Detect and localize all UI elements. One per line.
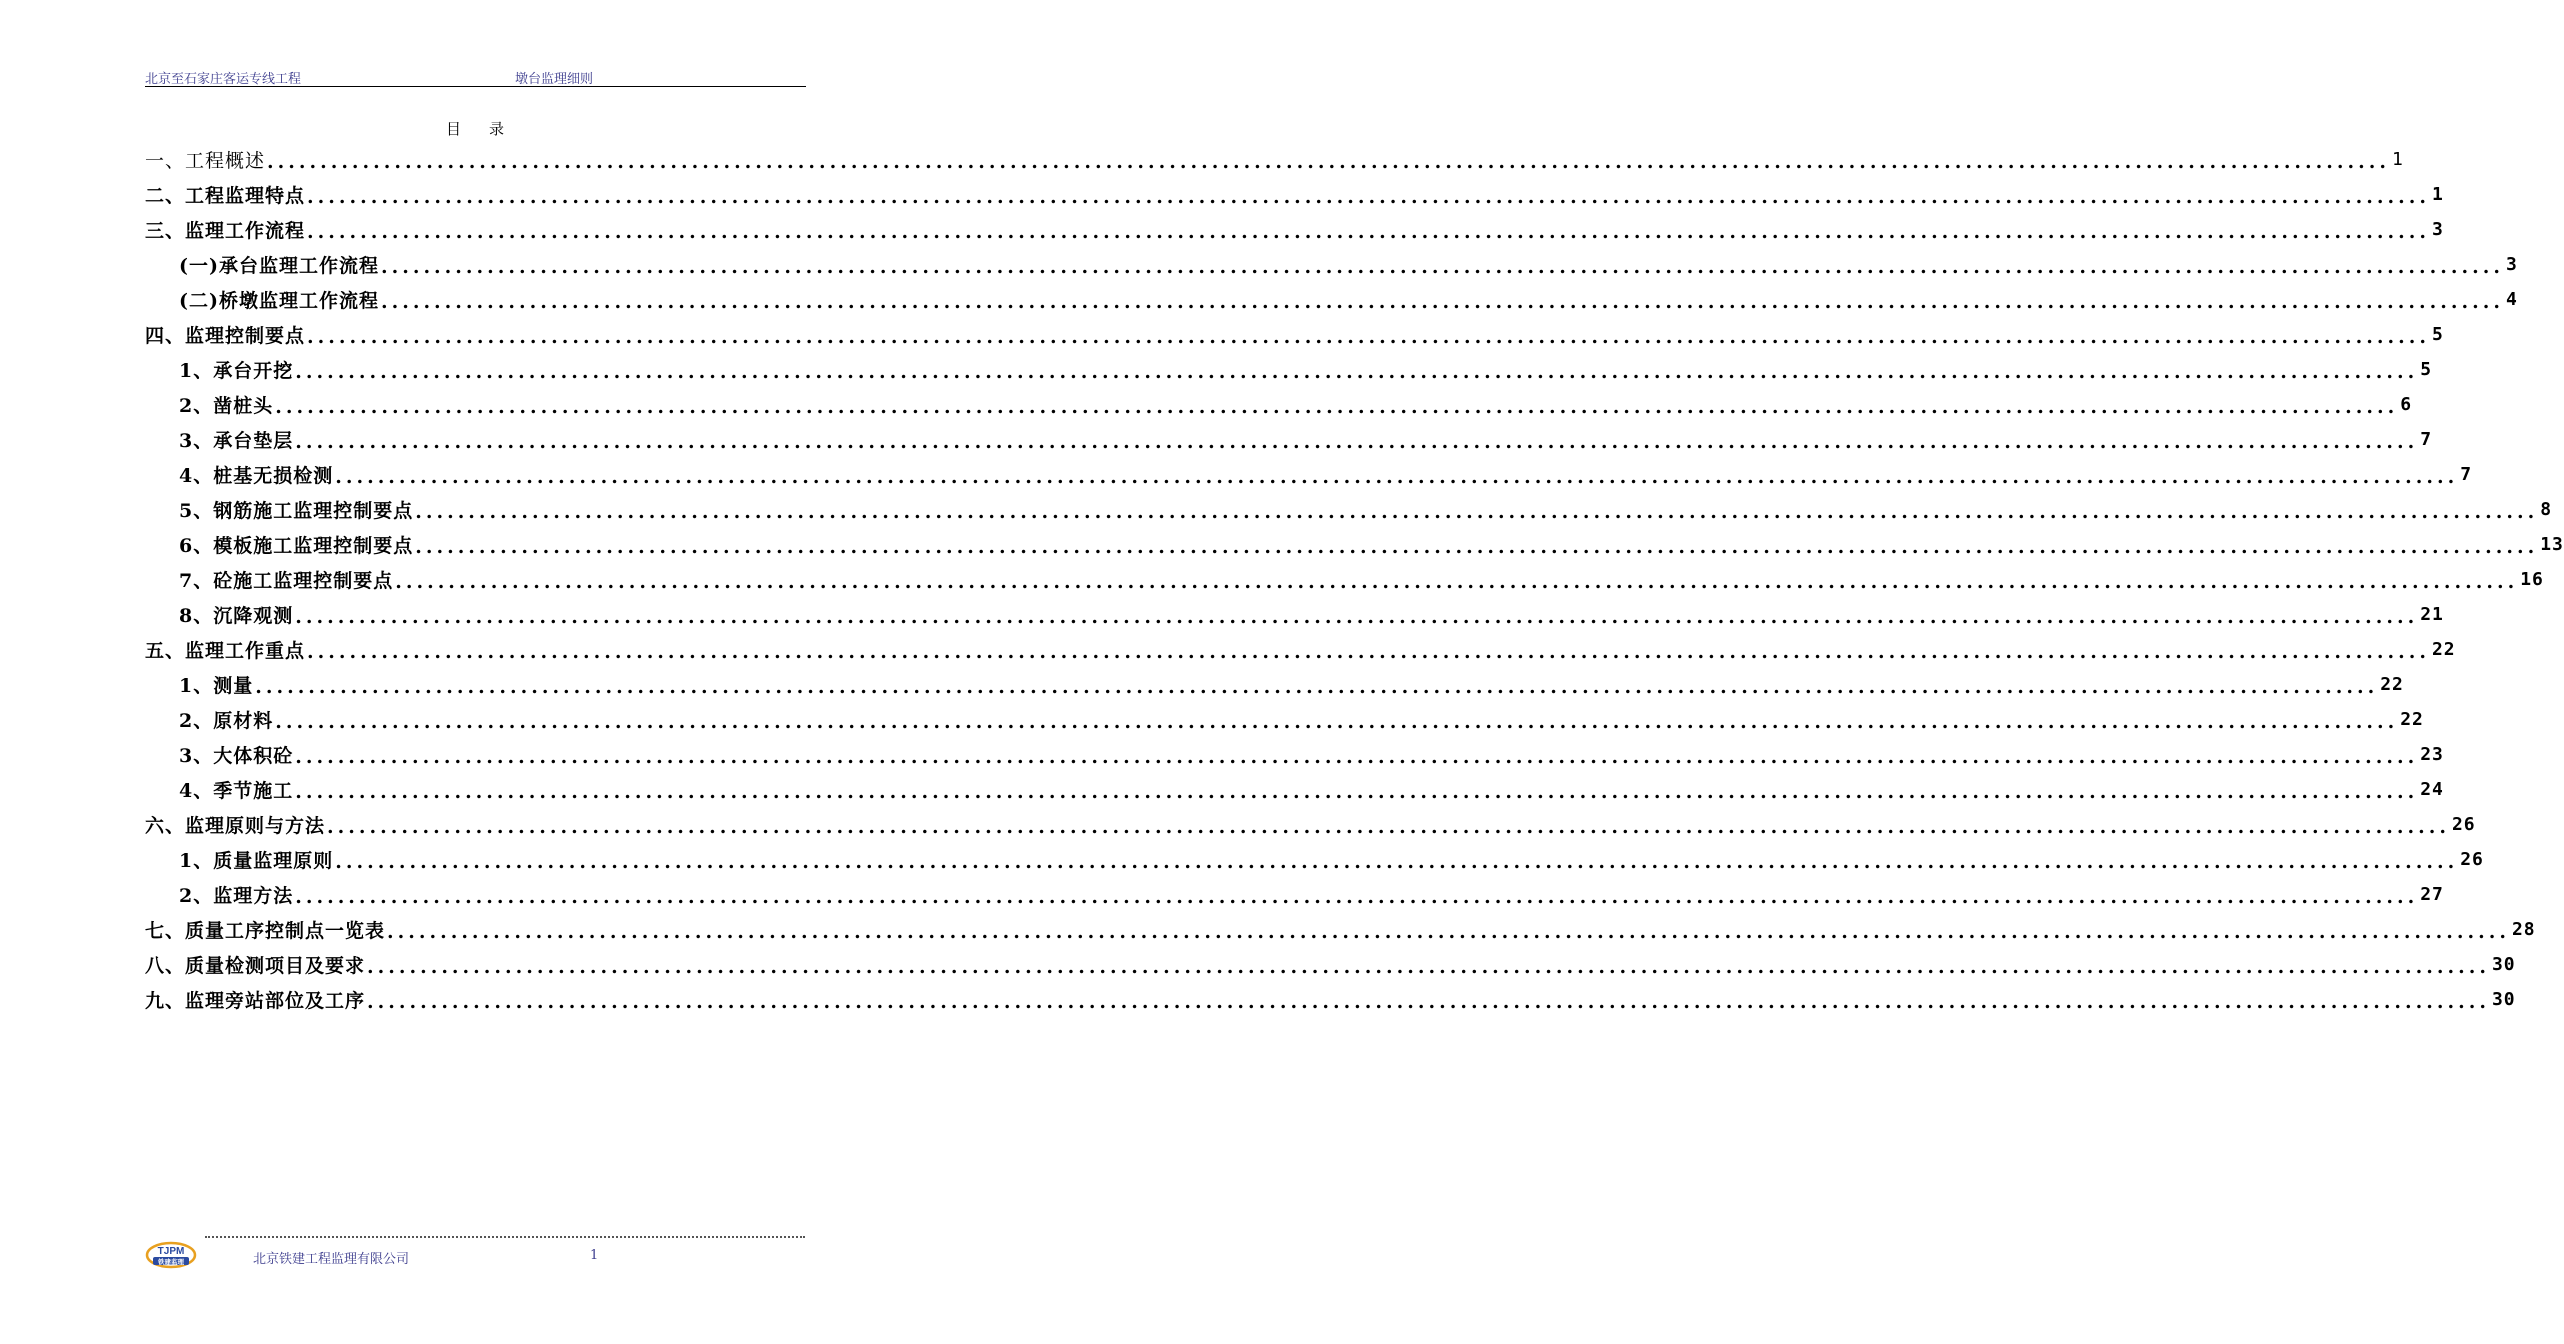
toc-entry-text: 2、原材料 (179, 710, 274, 732)
toc-entry[interactable] (145, 842, 2484, 877)
toc-leader-dots: ........................................................................................................................................................................................................ (395, 570, 2519, 593)
toc-entry[interactable] (145, 527, 2564, 562)
toc-entry-page: 26 (2460, 849, 2484, 870)
toc-leader-dots: ........................................................................................................................................................................................................ (387, 920, 2510, 943)
toc-entry-page: 3 (2431, 219, 2444, 240)
toc-leader-dots: ........................................................................................................................................................................................................ (307, 185, 2430, 208)
toc-entry[interactable] (145, 982, 2516, 1017)
company-logo-icon (145, 1241, 197, 1269)
toc-entry-text: 2、监理方法 (179, 885, 294, 907)
toc-entry[interactable] (145, 772, 2444, 807)
toc-entry-page: 5 (2420, 359, 2433, 380)
toc-entry-text: 2、凿桩头 (179, 395, 274, 417)
toc-entry-page: 30 (2491, 954, 2516, 975)
toc-leader-dots: ........................................................................................................................................................................................................ (307, 220, 2430, 243)
toc-entry-page: 26 (2451, 814, 2476, 835)
toc-entry[interactable] (145, 282, 2518, 317)
toc-entry-text: 5、钢筋施工监理控制要点 (179, 500, 414, 522)
toc-entry-text: (二)桥墩监理工作流程 (179, 290, 379, 312)
toc-entry-page: 16 (2520, 569, 2544, 590)
toc-entry-page: 22 (2400, 709, 2424, 730)
toc-entry-text: 1、测量 (179, 675, 254, 697)
toc-leader-dots: ........................................................................................................................................................................................................ (335, 465, 2459, 488)
toc-entry[interactable] (145, 562, 2544, 597)
toc-entry-text: 4、季节施工 (179, 780, 294, 802)
toc-entry-page: 13 (2540, 534, 2564, 555)
toc-entry-page: 5 (2431, 324, 2444, 345)
toc-leader-dots: ........................................................................................................................................................................................................ (295, 430, 2419, 453)
footer-divider (205, 1236, 805, 1240)
toc-leader-dots: ........................................................................................................................................................................................................ (335, 850, 2459, 873)
toc-leader-dots: ........................................................................................................................................................................................................ (380, 290, 2504, 313)
toc-entry[interactable] (145, 947, 2516, 982)
logo-text: TJPM (157, 1246, 185, 1257)
toc-leader-dots: ........................................................................................................................................................................................................ (415, 500, 2539, 523)
toc-entry[interactable] (145, 387, 2413, 422)
toc-entry-page: 1 (2391, 149, 2404, 170)
toc-entry[interactable] (145, 212, 2444, 247)
toc-leader-dots: ........................................................................................................................................................................................................ (367, 990, 2490, 1013)
toc-leader-dots: ........................................................................................................................................................................................................ (295, 360, 2419, 383)
toc-entry-page: 28 (2511, 919, 2536, 940)
page-header (145, 66, 806, 87)
toc-leader-dots: ........................................................................................................................................................................................................ (295, 745, 2419, 768)
toc-leader-dots: ........................................................................................................................................................................................................ (327, 815, 2450, 838)
toc-leader-dots: ........................................................................................................................................................................................................ (275, 710, 2399, 733)
toc-entry[interactable] (145, 877, 2444, 912)
toc-entry[interactable] (145, 317, 2444, 352)
toc-entry-page: 21 (2420, 604, 2444, 625)
toc-leader-dots: ........................................................................................................................................................................................................ (307, 325, 2430, 348)
toc-title: 目录 (445, 120, 532, 138)
toc-entry-text: 1、承台开挖 (179, 360, 294, 382)
toc-leader-dots: ........................................................................................................................................................................................................ (295, 885, 2419, 908)
toc-entry-page: 27 (2420, 884, 2444, 905)
logo-subtext: 铁建监理 (158, 1258, 184, 1266)
toc-leader-dots: ........................................................................................................................................................................................................ (367, 955, 2490, 978)
toc-entry-page: 22 (2380, 674, 2404, 695)
toc-entry-page: 3 (2505, 254, 2518, 275)
toc-leader-dots: ........................................................................................................................................................................................................ (380, 255, 2504, 278)
toc-entry[interactable] (145, 807, 2476, 842)
toc-entry-page: 24 (2420, 779, 2444, 800)
toc-entry-page: 22 (2431, 639, 2456, 660)
toc-entry[interactable] (145, 912, 2536, 947)
toc-leader-dots: ........................................................................................................................................................................................................ (295, 605, 2419, 628)
toc-leader-dots: ........................................................................................................................................................................................................ (255, 675, 2379, 698)
toc-entry-text: 8、沉降观测 (179, 605, 294, 627)
header-project-name: 北京至石家庄客运专线工程 (145, 72, 302, 87)
toc-entry[interactable] (145, 247, 2518, 282)
toc-entry-page: 23 (2420, 744, 2444, 765)
header-document-title: 墩台监理细则 (515, 72, 594, 87)
toc-entry-text: 五、监理工作重点 (145, 640, 306, 662)
toc-leader-dots: ........................................................................................................................................................................................................ (275, 395, 2399, 418)
toc-entry[interactable] (145, 702, 2424, 737)
toc-entry-text: 3、承台垫层 (179, 430, 294, 452)
toc-entry[interactable] (145, 492, 2553, 527)
toc-leader-dots: ........................................................................................................................................................................................................ (267, 150, 2390, 173)
toc-entry-text: 四、监理控制要点 (145, 325, 306, 347)
toc-entry[interactable] (145, 177, 2444, 212)
toc-entry-page: 30 (2491, 989, 2516, 1010)
footer-page-number: 1 (590, 1248, 599, 1263)
toc-entry-text: (一)承台监理工作流程 (179, 255, 379, 277)
footer-company-name: 北京铁建工程监理有限公司 (253, 1252, 410, 1267)
toc-entry[interactable] (145, 142, 2404, 177)
toc-entry[interactable] (145, 667, 2404, 702)
toc-entry[interactable] (145, 352, 2433, 387)
toc-entry-text: 八、质量检测项目及要求 (145, 955, 366, 977)
toc-entry-text: 三、监理工作流程 (145, 220, 306, 242)
toc-entry-text: 九、监理旁站部位及工序 (145, 990, 366, 1012)
toc-entry-page: 7 (2420, 429, 2433, 450)
toc-leader-dots: ........................................................................................................................................................................................................ (415, 535, 2539, 558)
toc-entry-text: 7、砼施工监理控制要点 (179, 570, 394, 592)
toc-entry-text: 6、模板施工监理控制要点 (179, 535, 414, 557)
toc-entry-page: 8 (2540, 499, 2553, 520)
toc-entry-text: 七、质量工序控制点一览表 (145, 920, 386, 942)
toc-entry-page: 6 (2400, 394, 2413, 415)
toc-entry-text: 3、大体积砼 (179, 745, 294, 767)
toc-entry[interactable] (145, 632, 2456, 667)
toc-entry[interactable] (145, 737, 2444, 772)
toc-entry-text: 二、工程监理特点 (145, 185, 306, 207)
toc-entry-page: 7 (2460, 464, 2473, 485)
toc-entry[interactable] (145, 457, 2473, 492)
toc-entry[interactable] (145, 422, 2433, 457)
toc-entry-text: 六、监理原则与方法 (145, 815, 326, 837)
toc-entry-text: 4、桩基无损检测 (179, 465, 334, 487)
toc-leader-dots: ........................................................................................................................................................................................................ (307, 640, 2430, 663)
toc-entry[interactable] (145, 597, 2444, 632)
toc-entry-page: 4 (2505, 289, 2518, 310)
toc-entry-text: 一、工程概述 (145, 150, 266, 172)
table-of-contents (145, 142, 2564, 1017)
toc-leader-dots: ........................................................................................................................................................................................................ (295, 780, 2419, 803)
toc-entry-page: 1 (2431, 184, 2444, 205)
toc-entry-text: 1、质量监理原则 (179, 850, 334, 872)
